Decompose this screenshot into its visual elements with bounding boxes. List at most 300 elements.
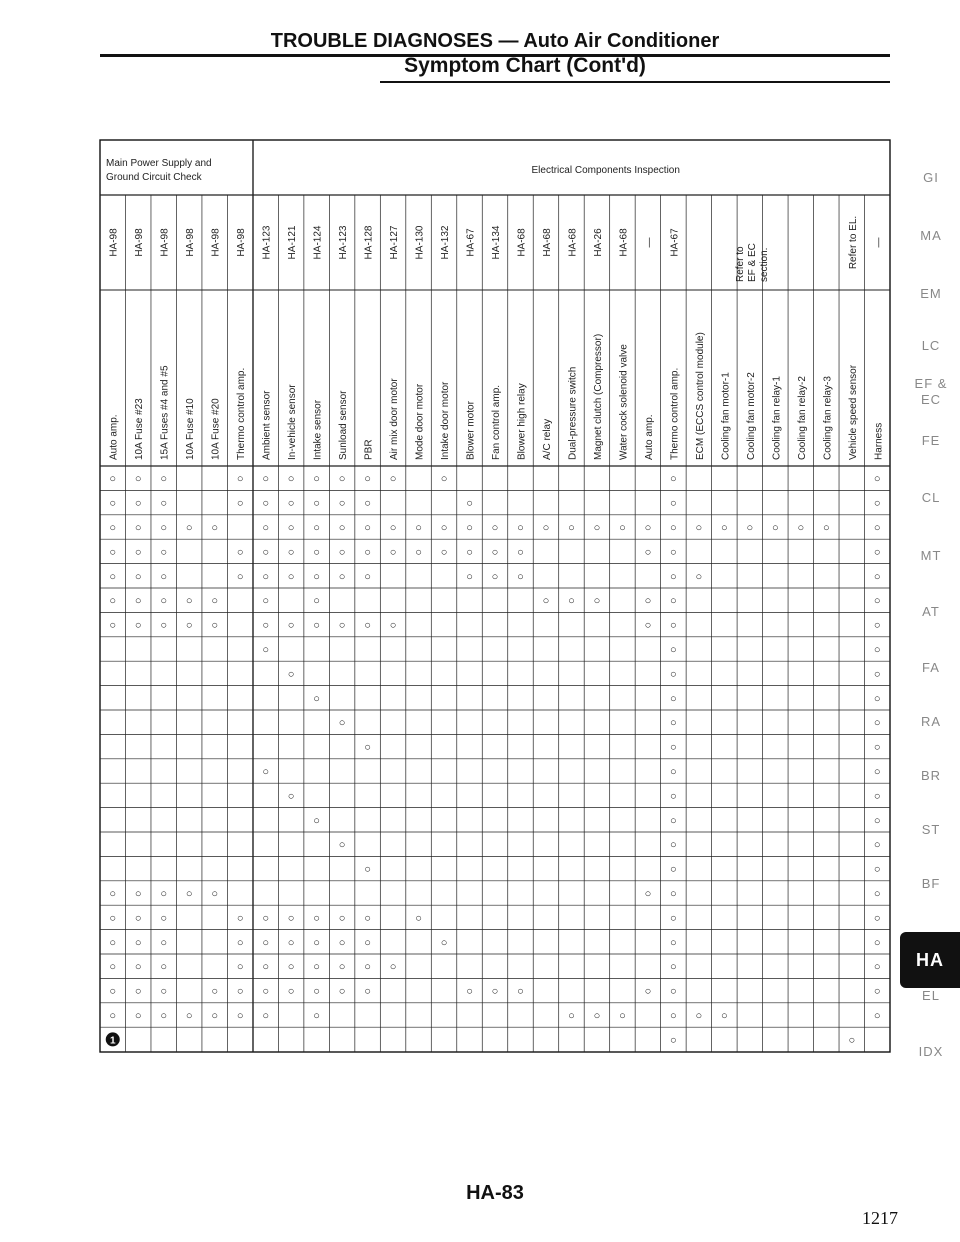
check-mark: ○	[287, 497, 295, 510]
check-mark: ○	[109, 522, 117, 534]
check-mark: ○	[670, 692, 677, 705]
check-mark: ○	[262, 936, 269, 949]
check-mark: ○	[160, 936, 168, 949]
column-ref: Refer to EL.	[847, 215, 859, 270]
check-mark: ○	[313, 522, 320, 534]
column-ref: HA-68	[618, 228, 630, 257]
column-name: Intake door motor	[440, 381, 452, 460]
column-name: Air mix door motor	[389, 378, 401, 460]
check-mark: ○	[287, 961, 295, 974]
column-ref: HA-68	[516, 228, 528, 257]
check-mark: ○	[236, 961, 244, 974]
column-name: Dual-pressure switch	[567, 366, 579, 460]
check-mark: ○	[873, 619, 881, 632]
table-frame	[100, 140, 890, 1052]
check-mark: ○	[134, 595, 142, 608]
section-tab[interactable]: ST	[921, 822, 941, 837]
group-components-label: Electrical Components Inspection	[531, 165, 680, 176]
check-mark: ○	[211, 985, 219, 998]
column-ref: HA-67	[465, 228, 477, 257]
check-mark: ○	[236, 473, 244, 486]
column-ref: HA-124	[312, 225, 324, 260]
column-name: Cooling fan relay-2	[796, 376, 808, 460]
span-ref-text: section.	[759, 247, 771, 282]
check-mark: ○	[134, 619, 142, 632]
section-tab[interactable]: CL	[921, 490, 941, 505]
column-ref: HA-130	[414, 225, 426, 260]
check-mark: ○	[338, 546, 346, 559]
check-mark: ○	[338, 912, 346, 925]
column-name: Cooling fan motor-2	[745, 372, 757, 460]
column-ref: HA-98	[134, 228, 146, 257]
check-mark: ○	[338, 473, 346, 486]
check-mark: ○	[287, 570, 295, 583]
check-mark: ○	[517, 570, 524, 583]
column-name: Auto amp.	[108, 414, 120, 460]
check-mark: ○	[185, 522, 193, 534]
check-mark: ○	[873, 522, 881, 534]
check-mark: ○	[211, 619, 219, 632]
check-mark: ○	[313, 497, 320, 510]
check-mark: ○	[211, 1010, 219, 1022]
section-tab[interactable]: HA	[900, 932, 960, 988]
page-title: TROUBLE DIAGNOSES — Auto Air Conditioner	[270, 30, 720, 52]
check-mark: ○	[160, 619, 168, 632]
check-mark: ○	[517, 546, 524, 559]
check-mark: ○	[491, 985, 499, 998]
check-mark: ○	[873, 473, 881, 486]
group-power-label-2: Ground Circuit Check	[106, 172, 202, 183]
column-name: Blower high relay	[516, 383, 528, 460]
check-mark: ○	[109, 619, 117, 632]
check-mark: ○	[695, 522, 703, 534]
check-mark: ○	[670, 1034, 677, 1047]
check-mark: ○	[644, 619, 652, 632]
check-mark: ○	[873, 546, 881, 559]
check-mark: ○	[338, 961, 346, 974]
check-mark: ○	[338, 717, 346, 730]
column-name: Mode door motor	[414, 383, 426, 460]
check-mark: ○	[873, 741, 881, 754]
check-mark: ○	[364, 546, 371, 559]
check-mark: ○	[134, 1010, 142, 1022]
check-mark: ○	[313, 985, 320, 998]
check-mark: ○	[364, 741, 371, 754]
check-mark: ○	[313, 961, 320, 974]
check-mark: ○	[338, 522, 346, 534]
check-mark: ○	[670, 473, 677, 486]
check-mark: ○	[236, 936, 244, 949]
check-mark: ○	[670, 741, 677, 754]
check-mark: ○	[109, 985, 117, 998]
section-tab[interactable]: MA	[920, 228, 942, 243]
check-mark: ○	[262, 1010, 269, 1022]
column-name: In-vehicle sensor	[287, 384, 299, 460]
check-mark: ○	[873, 814, 881, 827]
check-mark: ○	[134, 522, 142, 534]
check-mark: ○	[771, 522, 779, 534]
column-name: Ambient sensor	[261, 390, 273, 460]
check-mark: ○	[262, 766, 269, 778]
check-mark: ○	[670, 497, 677, 510]
check-mark: ○	[389, 619, 397, 632]
check-mark: ○	[873, 985, 881, 998]
check-mark: ○	[262, 644, 269, 656]
column-ref: HA-68	[541, 228, 553, 257]
check-mark: ○	[670, 570, 677, 583]
check-mark: ○	[262, 570, 269, 583]
check-mark: ○	[415, 546, 422, 559]
check-mark: ○	[262, 619, 269, 632]
check-mark: ○	[670, 888, 677, 900]
check-mark: ○	[236, 497, 244, 510]
check-mark: ○	[262, 473, 269, 486]
check-mark: ○	[109, 912, 117, 925]
check-mark: ○	[109, 595, 117, 608]
check-mark: ○	[364, 570, 371, 583]
check-mark: ○	[364, 863, 371, 876]
section-tab[interactable]: AT	[922, 604, 940, 619]
check-mark: ○	[287, 522, 295, 534]
span-ref-text: EF & EC	[747, 243, 759, 282]
section-tab[interactable]: EF &	[914, 376, 948, 391]
check-mark: ○	[211, 595, 219, 608]
check-mark: ○	[619, 522, 626, 534]
span-ref-text: Refer to	[735, 246, 747, 282]
check-mark: ○	[160, 522, 168, 534]
check-mark: ○	[466, 985, 473, 998]
column-name: Harness	[873, 422, 885, 460]
column-ref: HA-68	[567, 228, 579, 257]
check-mark: ○	[313, 619, 320, 632]
check-mark: ○	[670, 644, 677, 656]
check-mark: ○	[236, 570, 244, 583]
check-mark: ○	[313, 1010, 320, 1022]
check-mark: ○	[670, 1010, 677, 1022]
check-mark: ○	[287, 668, 295, 681]
column-name: 10A Fuse #20	[210, 398, 222, 460]
check-mark: ○	[185, 619, 193, 632]
check-mark: ○	[517, 522, 524, 534]
page-code: HA-83	[466, 1182, 524, 1204]
column-name: Cooling fan motor-1	[720, 372, 732, 460]
check-mark: ○	[670, 790, 677, 803]
column-ref: —	[643, 237, 655, 248]
check-mark: ○	[236, 912, 244, 925]
check-mark: ○	[313, 570, 320, 583]
section-tab[interactable]: GI	[923, 170, 939, 185]
row-marker-label: 1	[109, 1035, 116, 1047]
section-tab[interactable]: FE	[921, 433, 941, 448]
check-mark: ○	[873, 839, 881, 852]
check-mark: ○	[670, 985, 677, 998]
check-mark: ○	[873, 570, 881, 583]
column-ref: HA-98	[236, 228, 248, 257]
check-mark: ○	[389, 473, 397, 486]
column-ref: HA-123	[338, 225, 350, 260]
check-mark: ○	[236, 985, 244, 998]
check-mark: ○	[160, 570, 168, 583]
column-name: Blower motor	[465, 401, 477, 460]
check-mark: ○	[364, 522, 371, 534]
check-mark: ○	[873, 668, 881, 681]
column-ref: HA-127	[389, 225, 401, 260]
check-mark: ○	[160, 961, 168, 974]
check-mark: ○	[313, 692, 320, 705]
check-mark: ○	[670, 863, 677, 876]
check-mark: ○	[593, 522, 601, 534]
check-mark: ○	[644, 888, 652, 900]
check-mark: ○	[287, 790, 295, 803]
check-mark: ○	[466, 497, 473, 510]
column-name: Auto amp.	[643, 414, 655, 460]
check-mark: ○	[440, 522, 448, 534]
column-ref: HA-128	[363, 225, 375, 260]
check-mark: ○	[109, 888, 117, 900]
column-name: Thermo control amp.	[236, 367, 248, 460]
check-mark: ○	[466, 570, 473, 583]
check-mark: ○	[160, 888, 168, 900]
check-mark: ○	[466, 522, 473, 534]
check-mark: ○	[211, 522, 219, 534]
column-name: Fan control amp.	[491, 384, 502, 460]
check-mark: ○	[440, 936, 448, 949]
check-mark: ○	[670, 936, 677, 949]
check-mark: ○	[109, 546, 117, 559]
check-mark: ○	[134, 936, 142, 949]
check-mark: ○	[695, 1010, 703, 1022]
check-mark: ○	[364, 619, 371, 632]
check-mark: ○	[491, 570, 499, 583]
group-power-label-1: Main Power Supply and	[106, 158, 212, 169]
column-ref: HA-26	[592, 228, 604, 257]
page-subtitle: Symptom Chart (Cont'd)	[404, 54, 646, 77]
section-tab[interactable]: MT	[920, 548, 942, 563]
check-mark: ○	[721, 522, 728, 534]
column-ref: HA-132	[440, 225, 452, 260]
page-number: 1217	[862, 1208, 898, 1228]
check-mark: ○	[670, 522, 677, 534]
check-mark: ○	[873, 961, 881, 974]
check-mark: ○	[109, 473, 117, 486]
check-mark: ○	[338, 985, 346, 998]
section-tab[interactable]: FA	[922, 660, 940, 675]
check-mark: ○	[160, 497, 168, 510]
column-name: Sunload sensor	[338, 390, 350, 460]
check-mark: ○	[873, 497, 881, 510]
check-mark: ○	[262, 546, 269, 559]
check-mark: ○	[670, 546, 677, 559]
check-mark: ○	[134, 497, 142, 510]
column-ref: HA-98	[210, 228, 222, 257]
section-tab[interactable]: EM	[920, 286, 942, 301]
check-mark: ○	[287, 912, 295, 925]
check-mark: ○	[593, 1010, 601, 1022]
check-mark: ○	[211, 888, 219, 900]
check-mark: ○	[134, 473, 142, 486]
check-mark: ○	[491, 546, 499, 559]
check-mark: ○	[160, 546, 168, 559]
check-mark: ○	[287, 936, 295, 949]
check-mark: ○	[364, 985, 371, 998]
check-mark: ○	[109, 1010, 117, 1022]
check-mark: ○	[670, 961, 677, 974]
column-name: ECM (ECCS control module)	[694, 332, 706, 460]
check-mark: ○	[873, 692, 881, 705]
check-mark: ○	[313, 912, 320, 925]
check-mark: ○	[313, 473, 320, 486]
check-mark: ○	[670, 839, 677, 852]
check-mark: ○	[670, 668, 677, 681]
check-mark: ○	[287, 619, 295, 632]
check-mark: ○	[364, 961, 371, 974]
check-mark: ○	[873, 766, 881, 778]
check-mark: ○	[873, 936, 881, 949]
section-tab[interactable]: BF	[921, 876, 941, 891]
column-ref: HA-67	[669, 228, 681, 257]
check-mark: ○	[313, 936, 320, 949]
check-mark: ○	[313, 814, 320, 827]
check-mark: ○	[873, 888, 881, 900]
check-mark: ○	[313, 546, 320, 559]
check-mark: ○	[338, 570, 346, 583]
check-mark: ○	[287, 985, 295, 998]
check-mark: ○	[338, 936, 346, 949]
check-mark: ○	[160, 912, 168, 925]
check-mark: ○	[338, 839, 346, 852]
check-mark: ○	[440, 546, 448, 559]
check-mark: ○	[134, 961, 142, 974]
check-mark: ○	[593, 595, 601, 608]
column-name: Magnet clutch (Compressor)	[592, 333, 604, 460]
check-mark: ○	[670, 619, 677, 632]
check-mark: ○	[542, 522, 550, 534]
check-mark: ○	[822, 522, 830, 534]
column-name: Thermo control amp.	[669, 367, 681, 460]
check-mark: ○	[262, 912, 269, 925]
check-mark: ○	[364, 473, 371, 486]
check-mark: ○	[389, 546, 397, 559]
check-mark: ○	[517, 985, 524, 998]
check-mark: ○	[185, 888, 193, 900]
check-mark: ○	[160, 1010, 168, 1022]
check-mark: ○	[160, 473, 168, 486]
check-mark: ○	[287, 473, 295, 486]
check-mark: ○	[873, 595, 881, 608]
check-mark: ○	[134, 912, 142, 925]
check-mark: ○	[185, 595, 193, 608]
check-mark: ○	[236, 1010, 244, 1022]
column-ref: HA-123	[261, 225, 273, 260]
check-mark: ○	[262, 595, 269, 608]
check-mark: ○	[619, 1010, 626, 1022]
check-mark: ○	[287, 546, 295, 559]
column-ref: HA-98	[108, 228, 120, 257]
section-tab[interactable]: EL	[922, 988, 940, 1003]
column-ref: —	[873, 237, 885, 248]
check-mark: ○	[491, 522, 499, 534]
check-mark: ○	[262, 985, 269, 998]
check-mark: ○	[236, 546, 244, 559]
check-mark: ○	[313, 595, 320, 608]
check-mark: ○	[134, 546, 142, 559]
check-mark: ○	[746, 522, 754, 534]
section-tab[interactable]: EC	[920, 392, 942, 407]
check-mark: ○	[873, 717, 881, 730]
column-name: 10A Fuse #23	[134, 398, 146, 460]
check-mark: ○	[797, 522, 805, 534]
check-mark: ○	[670, 814, 677, 827]
check-mark: ○	[185, 1010, 193, 1022]
check-mark: ○	[364, 497, 371, 510]
section-tab[interactable]: RA	[920, 714, 942, 729]
column-name: Cooling fan relay-1	[771, 376, 783, 460]
column-name: PBR	[363, 439, 375, 460]
check-mark: ○	[415, 522, 422, 534]
check-mark: ○	[695, 570, 703, 583]
check-mark: ○	[670, 595, 677, 608]
check-mark: ○	[415, 912, 422, 925]
check-mark: ○	[873, 790, 881, 803]
check-mark: ○	[134, 888, 142, 900]
check-mark: ○	[644, 595, 652, 608]
column-name: Intake sensor	[312, 399, 324, 460]
check-mark: ○	[109, 936, 117, 949]
check-mark: ○	[848, 1034, 856, 1047]
check-mark: ○	[262, 497, 269, 510]
check-mark: ○	[109, 570, 117, 583]
check-mark: ○	[466, 546, 473, 559]
check-mark: ○	[568, 1010, 575, 1022]
check-mark: ○	[262, 522, 269, 534]
check-mark: ○	[644, 522, 652, 534]
check-mark: ○	[644, 985, 652, 998]
check-mark: ○	[568, 595, 575, 608]
check-mark: ○	[670, 912, 677, 925]
check-mark: ○	[109, 961, 117, 974]
check-mark: ○	[364, 912, 371, 925]
check-mark: ○	[364, 936, 371, 949]
check-mark: ○	[670, 717, 677, 730]
check-mark: ○	[160, 595, 168, 608]
section-tab[interactable]: LC	[921, 338, 941, 353]
check-mark: ○	[542, 595, 550, 608]
check-mark: ○	[338, 497, 346, 510]
check-mark: ○	[670, 766, 677, 778]
check-mark: ○	[134, 985, 142, 998]
check-mark: ○	[134, 570, 142, 583]
column-ref: HA-134	[491, 225, 502, 260]
check-mark: ○	[873, 644, 881, 656]
check-mark: ○	[644, 546, 652, 559]
check-mark: ○	[873, 863, 881, 876]
section-tab[interactable]: IDX	[918, 1044, 944, 1059]
check-mark: ○	[873, 1010, 881, 1022]
column-name: Cooling fan relay-3	[822, 376, 834, 460]
column-name: 10A Fuse #10	[185, 398, 197, 460]
check-mark: ○	[262, 961, 269, 974]
check-mark: ○	[440, 473, 448, 486]
check-mark: ○	[721, 1010, 728, 1022]
column-name: Vehicle speed sensor	[847, 364, 859, 460]
check-mark: ○	[160, 985, 168, 998]
check-mark: ○	[109, 497, 117, 510]
column-name: 15A Fuses #4 and #5	[159, 365, 171, 460]
column-name: Water cock solenoid valve	[618, 344, 630, 460]
check-mark: ○	[568, 522, 575, 534]
section-tab[interactable]: BR	[920, 768, 942, 783]
check-mark: ○	[873, 912, 881, 925]
